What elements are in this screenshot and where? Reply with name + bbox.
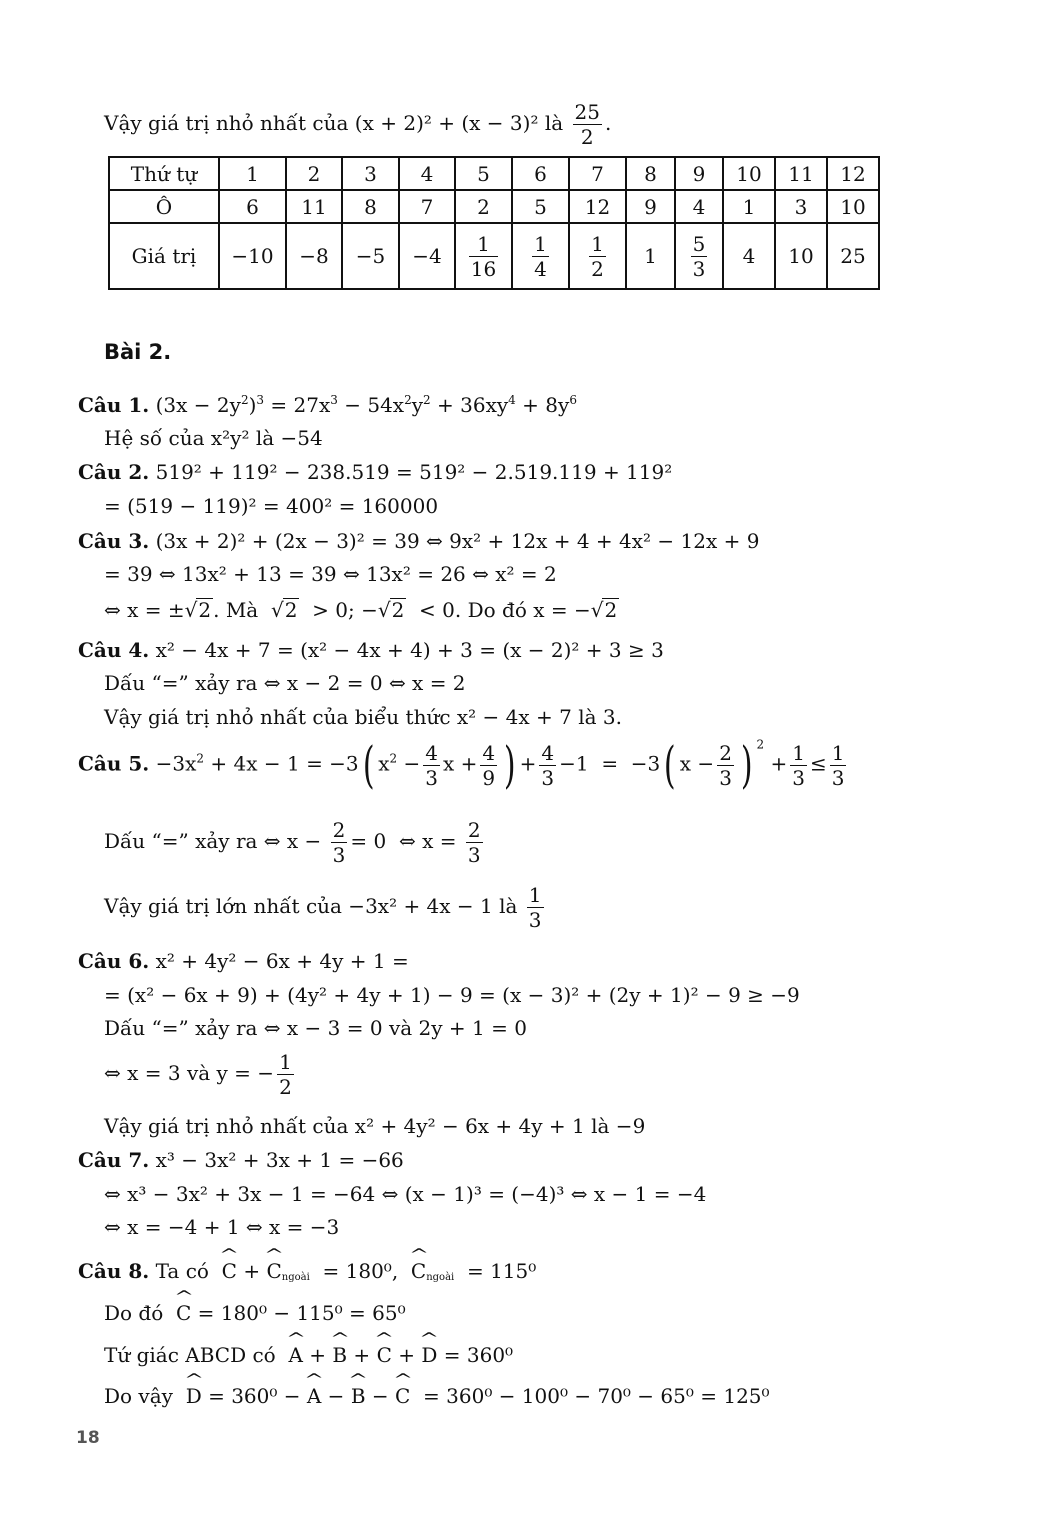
table-cell bbox=[675, 223, 723, 289]
frac-num: 1 bbox=[469, 232, 498, 257]
table-cell: 1 bbox=[723, 190, 775, 223]
row-header: Thứ tự bbox=[109, 157, 219, 190]
cau8-line: Câu 8. Ta có ^ C + ^ $C_{ngoài} = 180^0$, ^ $C_{ngoài} = 115^0$ bbox=[78, 1255, 536, 1283]
cau3-text: (3x + 2)² + (2x − 3)² = 39 ⇔ 9x² + 12x + 4 + 4x² − 12x + 9 bbox=[155, 529, 760, 553]
table-cell: 10 bbox=[827, 190, 879, 223]
intro-line: Vậy giá trị nhỏ nhất của (x + 2)² + (x − 3)² là $\frac{25}{2}$ . bbox=[104, 100, 612, 149]
cau7-line2: ⇔ x³ − 3x² + 3x − 1 = −64 ⇔ (x − 1)³ = (−4)³ ⇔ x − 1 = −4 bbox=[104, 1182, 707, 1206]
table-cell: 6 bbox=[512, 157, 569, 190]
intro-text: Vậy giá trị nhỏ nhất của (x + 2)² + (x − 3)² là bbox=[104, 111, 564, 135]
cau8-l4-tail: = 360⁰ − 100⁰ − 70⁰ − 65⁰ = 125⁰ bbox=[423, 1384, 770, 1408]
table-cell: 12 bbox=[827, 157, 879, 190]
table-cell: 7 bbox=[569, 157, 626, 190]
cau8-line3: Tứ giác ABCD có ^ A + ^ B + ^ C + ^ D = 360⁰ bbox=[104, 1339, 513, 1367]
cau1-coef: Hệ số của x²y² là −54 bbox=[104, 426, 323, 450]
table-cell bbox=[455, 223, 512, 289]
table-cell: 11 bbox=[286, 190, 342, 223]
ngoai-subscript: ngoài bbox=[426, 1272, 455, 1283]
page-number: 18 bbox=[76, 1428, 100, 1448]
table-cell: 25 bbox=[827, 223, 879, 289]
table-row-order bbox=[109, 157, 879, 190]
cau6-line4-text: ⇔ x = 3 và y = − bbox=[104, 1061, 275, 1085]
table-cell: 9 bbox=[626, 190, 675, 223]
cau6-text: x² + 4y² − 6x + 4y + 1 = bbox=[155, 949, 409, 973]
cau6-line5: Vậy giá trị nhỏ nhất của x² + 4y² − 6x + 4y + 1 là −9 bbox=[104, 1114, 646, 1138]
frac-den: 3 bbox=[692, 256, 706, 281]
cau5-eq-prefix: Dấu “=” xảy ra ⇔ x − bbox=[104, 829, 322, 853]
cau3-line3: ⇔ x = ±√2 . Mà √2 > 0; −√2 < 0. Do đó x = −√2 bbox=[104, 598, 618, 622]
table-cell: 8 bbox=[342, 190, 399, 223]
cau3-line2: = 39 ⇔ 13x² + 13 = 39 ⇔ 13x² = 26 ⇔ x² = 2 bbox=[104, 562, 557, 586]
cau-label: Câu 6. bbox=[78, 949, 150, 973]
cau4-line2: Dấu “=” xảy ra ⇔ x − 2 = 0 ⇔ x = 2 bbox=[104, 671, 466, 695]
table-cell: −5 bbox=[342, 223, 399, 289]
table-cell: −4 bbox=[399, 223, 455, 289]
cau-label: Câu 2. bbox=[78, 460, 150, 484]
table-cell: 2 bbox=[455, 190, 512, 223]
values-table bbox=[108, 156, 880, 290]
value-fraction bbox=[691, 232, 708, 281]
intro-fraction bbox=[573, 100, 602, 149]
intro-frac-den: 2 bbox=[580, 125, 594, 149]
table-cell: 11 bbox=[775, 157, 827, 190]
cau4-line3: Vậy giá trị nhỏ nhất của biểu thức x² − 4x + 7 là 3. bbox=[104, 705, 622, 729]
cau2-line bbox=[78, 460, 672, 484]
table-cell: 5 bbox=[455, 157, 512, 190]
cau-label: Câu 4. bbox=[78, 638, 150, 662]
table-cell: 3 bbox=[342, 157, 399, 190]
ngoai-subscript: ngoài bbox=[281, 1272, 310, 1283]
section-title: Bài 2. bbox=[104, 340, 172, 364]
cau6-line4: ⇔ x = 3 và y = − $\frac{1}{2}$ bbox=[104, 1050, 292, 1099]
intro-frac-num: 25 bbox=[574, 100, 600, 124]
cau2-text: 519² + 119² − 238.519 = 519² − 2.519.119 + 119² bbox=[155, 460, 673, 484]
cau5-line: Câu 5. $-3x^2 + 4x - 1 = -3$( $x^2$ − $\frac{4}{3}$ x + $\frac{4}{9}$ ) + $\frac{4}{3}$ −1 = −3( x − $\frac{2}{3}$ ) $^2$ + $\frac{1}{3}$ ≤ $\frac{1}{3}$ bbox=[78, 736, 845, 794]
cau5-line3: Vậy giá trị lớn nhất của −3x² + 4x − 1 là $\frac{1}{3}$ bbox=[104, 883, 542, 932]
table-cell: 1 bbox=[219, 157, 286, 190]
frac-num: 1 bbox=[534, 231, 547, 256]
table-cell: −8 bbox=[286, 223, 342, 289]
cau8-line2: Do đó ^ C = 180⁰ − 115⁰ = 65⁰ bbox=[104, 1297, 406, 1325]
table-row-values bbox=[109, 223, 879, 289]
cau8-l2-prefix: Do đó bbox=[104, 1301, 164, 1325]
table-cell: 10 bbox=[775, 223, 827, 289]
cau8-l3-value: = 360⁰ bbox=[443, 1343, 514, 1367]
cau8-v2: = 115⁰ bbox=[466, 1259, 537, 1283]
cau6-line3: Dấu “=” xảy ra ⇔ x − 3 = 0 và 2y + 1 = 0 bbox=[104, 1016, 527, 1040]
cau4-text: x² − 4x + 7 = (x² − 4x + 4) + 3 = (x − 2)² + 3 ≥ 3 bbox=[155, 638, 664, 662]
cau-label: Câu 7. bbox=[78, 1148, 150, 1172]
row-header: Ô bbox=[109, 190, 219, 223]
table-cell bbox=[569, 223, 626, 289]
table-cell: −10 bbox=[219, 223, 286, 289]
table-cell: 4 bbox=[399, 157, 455, 190]
cau-label: Câu 8. bbox=[78, 1259, 150, 1283]
cau2-line2: = (519 − 119)² = 400² = 160000 bbox=[104, 494, 439, 518]
cau8-l4-value: = 360⁰ − bbox=[208, 1384, 301, 1408]
table-cell: 7 bbox=[399, 190, 455, 223]
cau7-line bbox=[78, 1148, 404, 1172]
table-cell: 10 bbox=[723, 157, 775, 190]
row-header: Giá trị bbox=[109, 223, 219, 289]
table-row-cells bbox=[109, 190, 879, 223]
table-cell: 6 bbox=[219, 190, 286, 223]
cau-label: Câu 5. bbox=[78, 751, 150, 776]
frac-den: 2 bbox=[591, 256, 604, 281]
cau8-l2-value: = 180⁰ − 115⁰ = 65⁰ bbox=[197, 1301, 406, 1325]
cau8-prefix: Ta có bbox=[155, 1259, 209, 1283]
table-cell bbox=[512, 223, 569, 289]
cau1-line: Câu 1. $(3x - 2y^2)^3 = 27x^3 - 54x^2y^2 + 36xy^4 + 8y^6$ bbox=[78, 393, 577, 417]
frac-num: 1 bbox=[591, 231, 604, 256]
cau7-line3: ⇔ x = −4 + 1 ⇔ x = −3 bbox=[104, 1215, 340, 1239]
table-cell: 1 bbox=[626, 223, 675, 289]
cau4-line bbox=[78, 638, 664, 662]
cau5-line2: Dấu “=” xảy ra ⇔ x − $\frac{2}{3}$ = 0 ⇔ x = $\frac{2}{3}$ bbox=[104, 818, 481, 867]
cau-label: Câu 1. bbox=[78, 393, 150, 417]
cau8-l4-prefix: Do vậy bbox=[104, 1384, 173, 1408]
cau-label: Câu 3. bbox=[78, 529, 150, 553]
frac-den: 16 bbox=[470, 256, 497, 281]
table-cell: 3 bbox=[775, 190, 827, 223]
cau8-line4: Do vậy ^ D = 360⁰ − ^ A − ^ B − ^ C = 360⁰ − 100⁰ − 70⁰ − 65⁰ = 125⁰ bbox=[104, 1380, 770, 1408]
cau6-line bbox=[78, 949, 409, 973]
table-cell: 5 bbox=[512, 190, 569, 223]
table-cell: 4 bbox=[723, 223, 775, 289]
frac-den: 4 bbox=[534, 256, 547, 281]
table-cell: 12 bbox=[569, 190, 626, 223]
table-cell: 9 bbox=[675, 157, 723, 190]
value-fraction bbox=[532, 232, 549, 281]
table-cell: 2 bbox=[286, 157, 342, 190]
cau5-max-text: Vậy giá trị lớn nhất của −3x² + 4x − 1 là bbox=[104, 894, 518, 918]
table-cell: 4 bbox=[675, 190, 723, 223]
cau8-v1: = 180⁰, bbox=[322, 1259, 399, 1283]
value-fraction bbox=[469, 232, 498, 281]
value-fraction bbox=[589, 232, 606, 281]
cau3-line bbox=[78, 529, 759, 553]
cau8-l3-prefix: Tứ giác ABCD có bbox=[104, 1343, 276, 1367]
table-cell: 8 bbox=[626, 157, 675, 190]
cau6-line2: = (x² − 6x + 9) + (4y² + 4y + 1) − 9 = (x − 3)² + (2y + 1)² − 9 ≥ −9 bbox=[104, 983, 800, 1007]
cau7-text: x³ − 3x² + 3x + 1 = −66 bbox=[155, 1148, 404, 1172]
frac-num: 5 bbox=[692, 231, 706, 256]
